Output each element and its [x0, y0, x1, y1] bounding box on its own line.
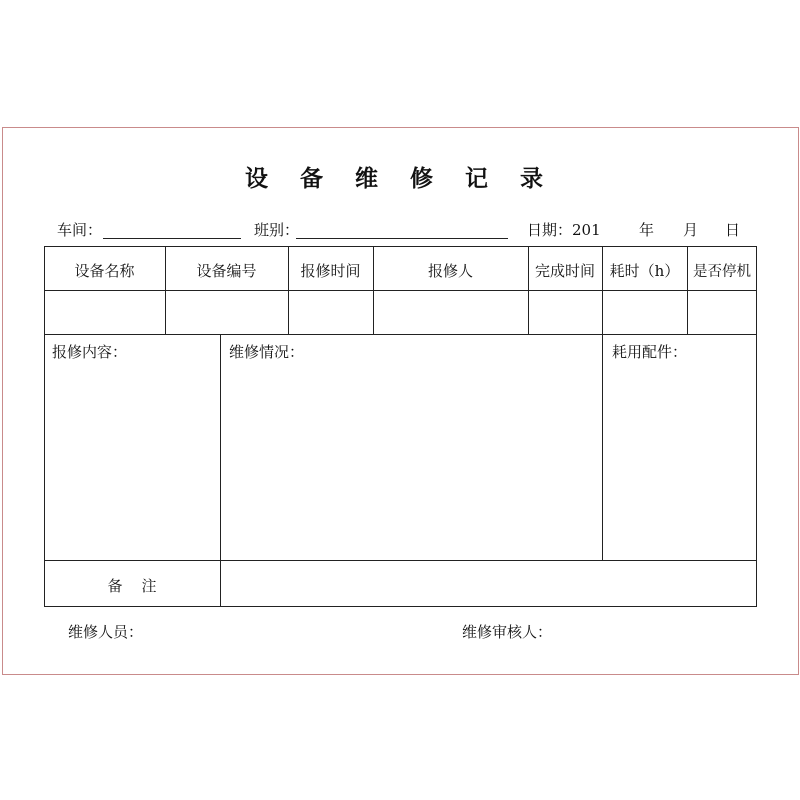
parts-used-label: 耗用配件：	[612, 343, 688, 361]
row-divider	[44, 290, 757, 291]
workshop-label: 车间：	[57, 221, 103, 239]
reviewer-label: 维修审核人：	[462, 623, 553, 641]
repair-staff-label: 维修人员：	[68, 623, 144, 641]
col-header-equipment-name: 设备名称	[74, 262, 135, 280]
shift-field[interactable]	[296, 238, 508, 239]
col-header-report-time: 报修时间	[300, 262, 361, 280]
col-header-reporter: 报修人	[427, 262, 473, 280]
col-header-completion-time: 完成时间	[534, 262, 595, 280]
section-divider	[220, 334, 221, 607]
col-header-equipment-number: 设备编号	[196, 262, 257, 280]
month-label: 月	[683, 221, 699, 239]
workshop-field[interactable]	[103, 238, 241, 239]
record-table	[44, 246, 757, 607]
section-divider	[602, 334, 603, 560]
row-divider	[44, 334, 757, 335]
date-label: 日期：201	[527, 221, 601, 239]
form-title: 设 备 维 修 记 录	[244, 166, 556, 192]
repair-content-label: 报修内容：	[52, 343, 128, 361]
row-divider	[44, 560, 757, 561]
col-header-hours-used: 耗时（h）	[609, 262, 680, 280]
year-label: 年	[639, 221, 655, 239]
col-header-shutdown: 是否停机	[693, 264, 751, 280]
repair-status-label: 维修情况：	[229, 343, 305, 361]
remarks-label: 备 注	[107, 577, 157, 595]
shift-label: 班别：	[254, 221, 300, 239]
day-label: 日	[725, 221, 741, 239]
